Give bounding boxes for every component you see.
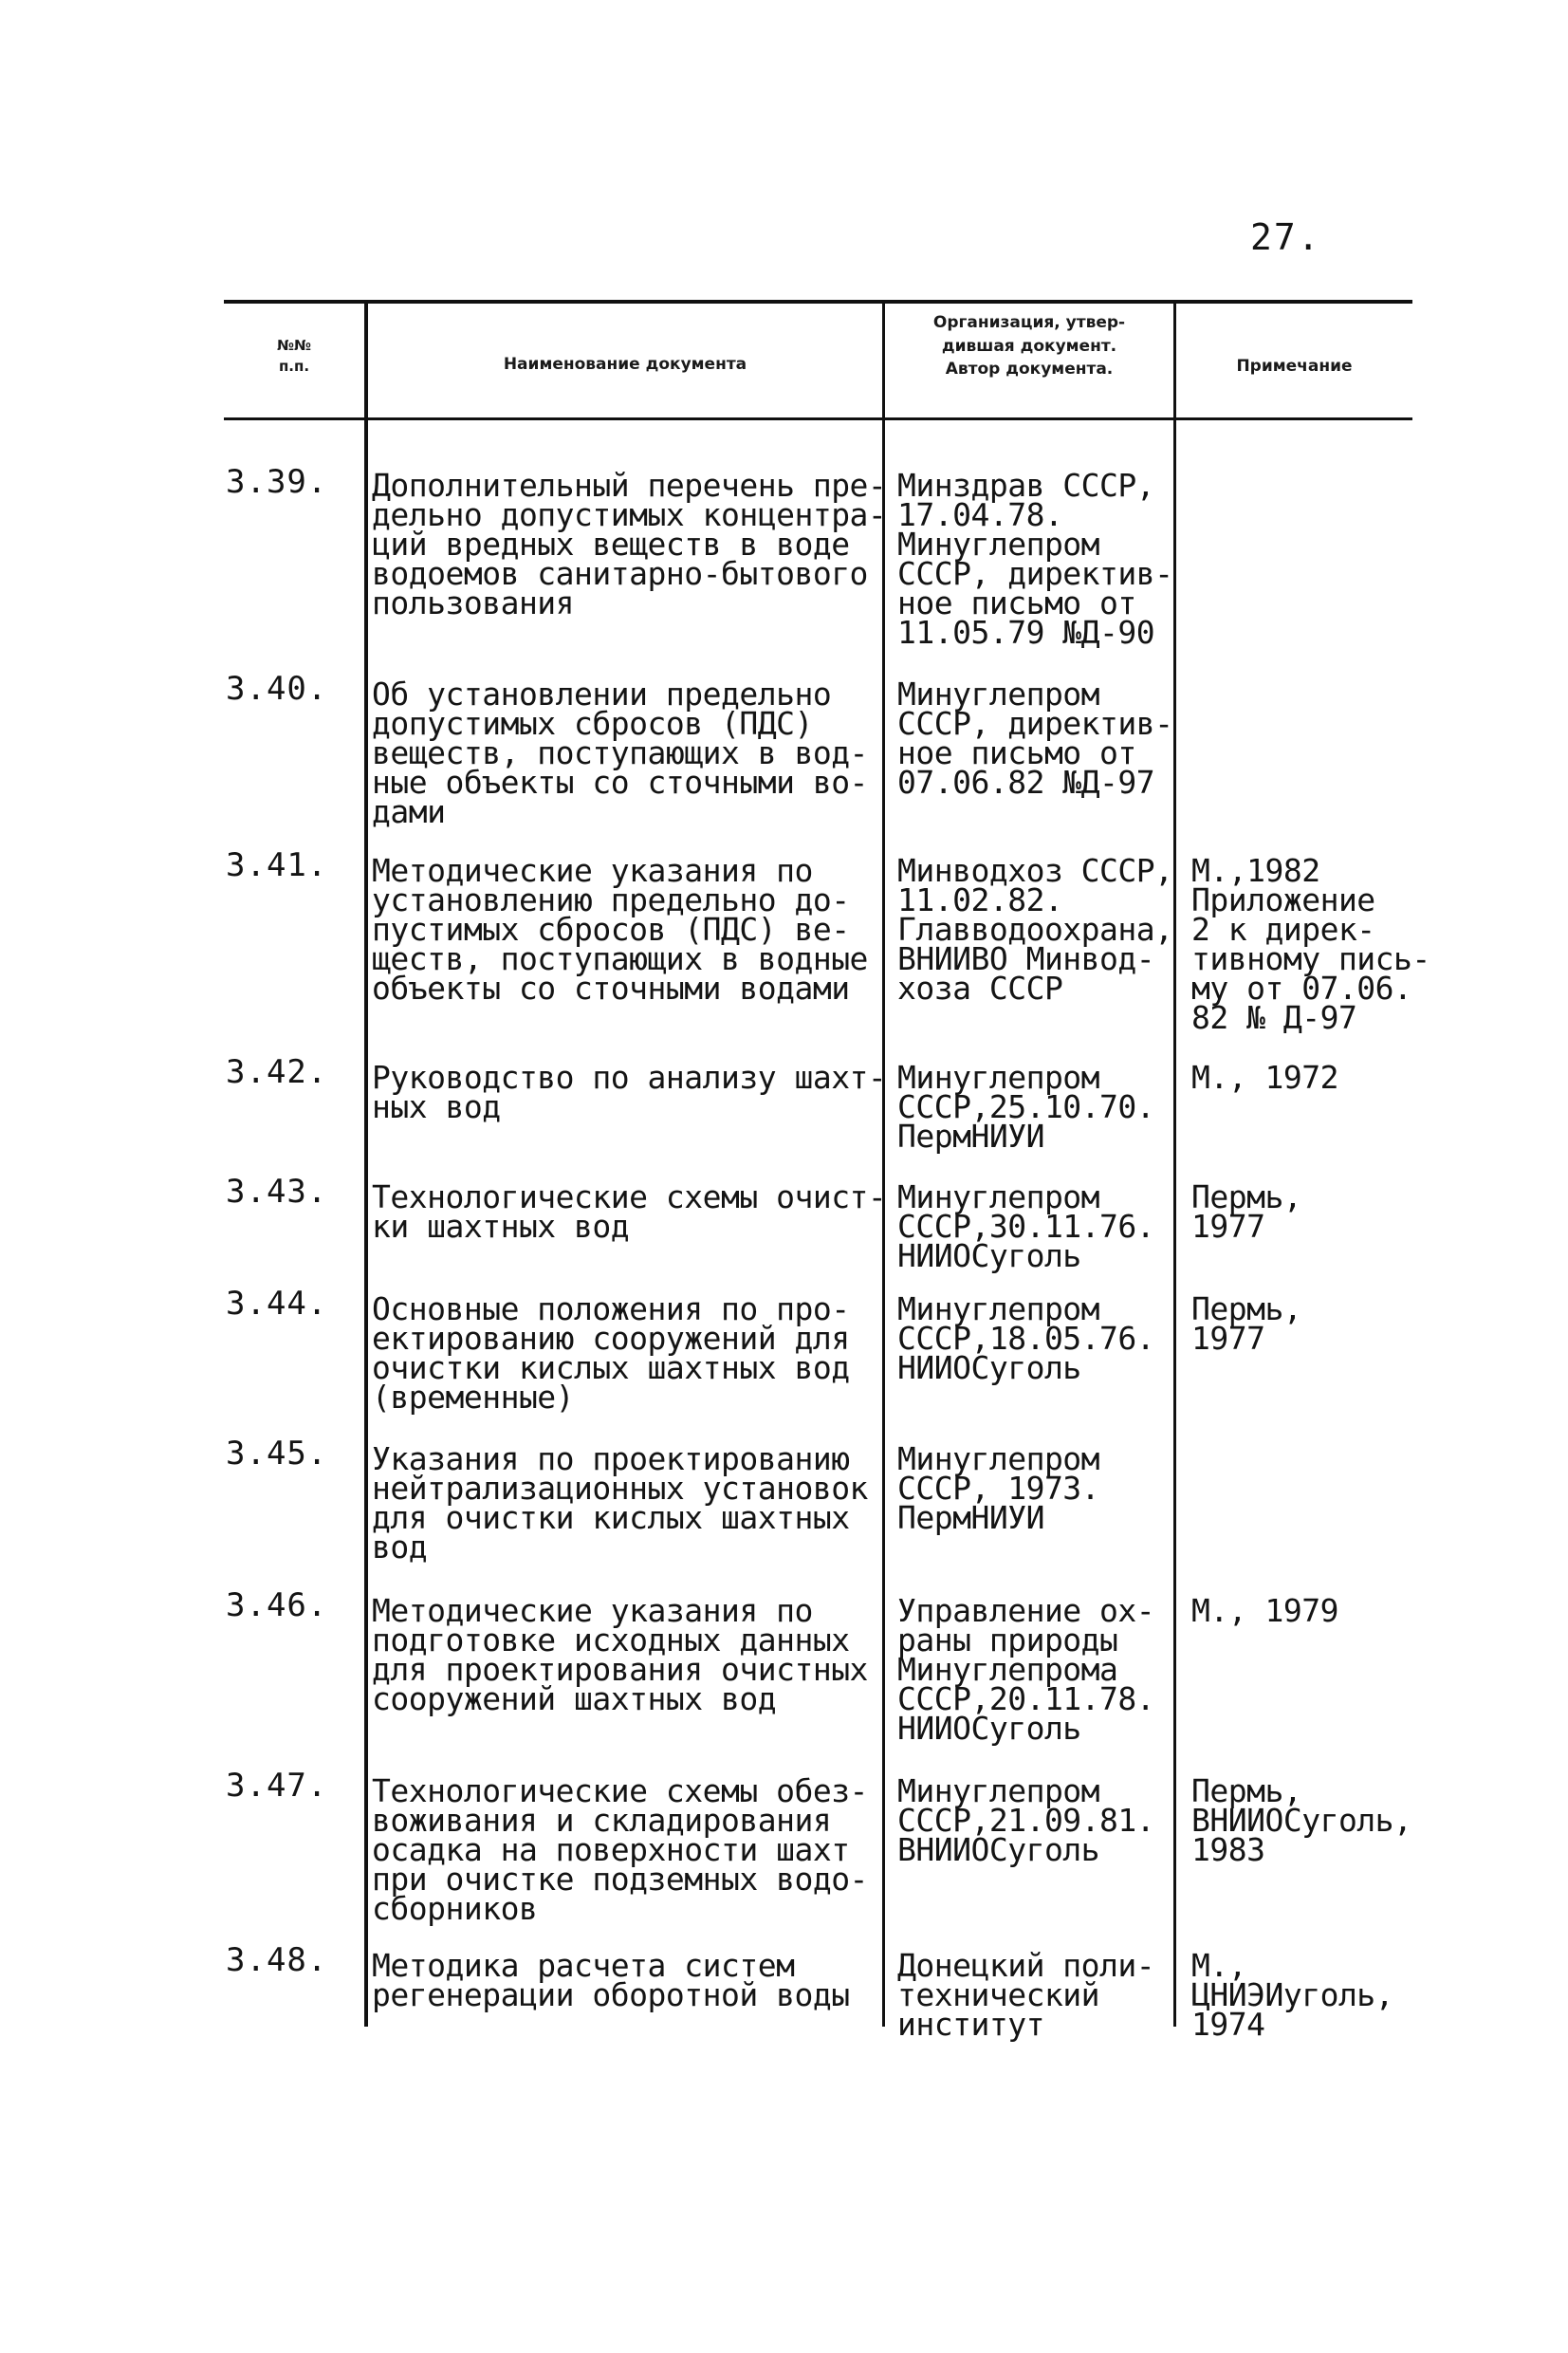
document-note: М., 1972 — [1191, 1059, 1338, 1096]
document-name: Об установлении предельно допустимых сбросов (ПДС) веществ, поступающих в вод- ные объекты со сточными во- дами — [372, 676, 868, 830]
document-name: Методические указания по подготовке исходных данных для проектирования очистных сооружений шахтных вод — [372, 1592, 868, 1717]
document-note: Пермь, 1977 — [1191, 1290, 1302, 1357]
document-name: Методика расчета систем регенерации оборотной воды — [372, 1947, 850, 2013]
header-col-note: Примечание — [1236, 357, 1353, 376]
document-organization: Минуглепром СССР,21.09.81. ВНИИОСуголь — [897, 1772, 1155, 1868]
row-number: 3.44. — [226, 1285, 328, 1323]
document-name: Технологические схемы очист- ки шахтных вод — [372, 1178, 887, 1245]
row-number: 3.48. — [226, 1941, 328, 1979]
document-organization: Управление ох- раны природы Минуглепрома СССР,20.11.78. НИИОСуголь — [897, 1592, 1155, 1747]
document-name: Руководство по анализу шахт- ных вод — [372, 1059, 887, 1125]
document-organization: Донецкий поли- технический институт — [897, 1947, 1155, 2043]
row-number: 3.42. — [226, 1053, 328, 1091]
row-number: 3.46. — [226, 1586, 328, 1624]
header-bottom-rule — [224, 417, 1412, 420]
document-note: М., ЦНИЭИуголь, 1974 — [1191, 1947, 1394, 2043]
document-organization: Минздрав СССР, 17.04.78. Минуглепром СССР, директив- ное письмо от 11.05.79 №Д-90 — [897, 467, 1173, 651]
document-name: Основные положения по про- ектированию сооружений для очистки кислых шахтных вод (временные) — [372, 1290, 850, 1416]
document-organization: Минуглепром СССР, директив- ное письмо от 07.06.82 №Д-97 — [897, 676, 1173, 801]
row-number: 3.41. — [226, 846, 328, 884]
document-organization: Минуглепром СССР,25.10.70. ПермНИУИ — [897, 1059, 1155, 1155]
header-col-name: Наименование документа — [503, 355, 747, 374]
document-organization: Минуглепром СССР,18.05.76. НИИОСуголь — [897, 1290, 1155, 1386]
document-organization: Минуглепром СССР,30.11.76. НИИОСуголь — [897, 1178, 1155, 1274]
row-number: 3.40. — [226, 670, 328, 708]
column-divider-1 — [364, 300, 368, 2027]
row-number: 3.43. — [226, 1173, 328, 1211]
table-top-rule — [224, 300, 1412, 304]
row-number: 3.47. — [226, 1767, 328, 1805]
document-note: М., 1979 — [1191, 1592, 1338, 1629]
row-number: 3.45. — [226, 1435, 328, 1473]
document-name: Технологические схемы обез- воживания и складирования осадка на поверхности шахт при очистке подземных водо- сборников — [372, 1772, 868, 1927]
document-name: Указания по проектированию нейтрализационных установок для очистки кислых шахтных вод — [372, 1440, 868, 1566]
column-divider-3 — [1173, 300, 1176, 2027]
page-number: 27. — [1250, 216, 1321, 258]
document-note: Пермь, 1977 — [1191, 1178, 1302, 1245]
document-organization: Минуглепром СССР, 1973. ПермНИУИ — [897, 1440, 1100, 1536]
document-name: Методические указания по установлению предельно до- пустимых сбросов (ПДС) ве- ществ, поступающих в водные объекты со сточными водами — [372, 852, 868, 1007]
row-number: 3.39. — [226, 463, 328, 501]
document-organization: Минводхоз СССР, 11.02.82. Главводоохрана, ВНИИВО Минвод- хоза СССР — [897, 852, 1173, 1007]
header-col-num: №№ п.п. — [276, 337, 312, 375]
header-col-org: Организация, утвер- дившая документ. Автор документа. — [932, 313, 1126, 380]
document-note: Пермь, ВНИИОСуголь, 1983 — [1191, 1772, 1412, 1868]
document-name: Дополнительный перечень пре- дельно допустимых концентра- ций вредных веществ в воде водоемов санитарно-бытового пользования — [372, 467, 887, 621]
document-note: М.,1982 Приложение 2 к дирек- тивному пись- му от 07.06. 82 № Д-97 — [1191, 852, 1430, 1036]
